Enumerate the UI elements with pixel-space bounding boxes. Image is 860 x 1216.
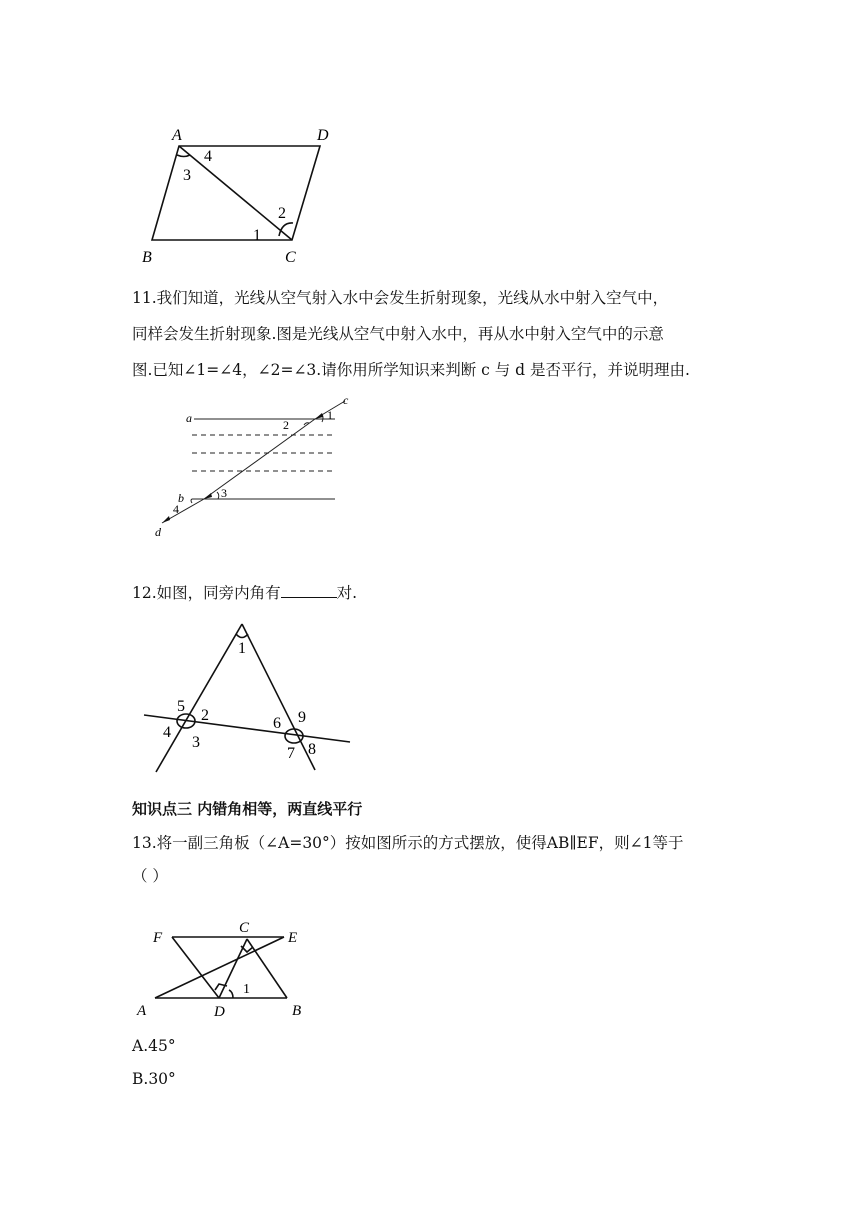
line-d-label: d [155, 525, 161, 539]
angle-3-label: 3 [183, 167, 191, 184]
angle-6-label: 6 [273, 715, 281, 732]
point-d-label: D [214, 1004, 225, 1020]
point-e-label: E [288, 930, 298, 946]
option-b: B.30° [132, 1070, 176, 1088]
angle-2-label: 2 [201, 707, 209, 724]
angle-4-label: 4 [173, 502, 179, 516]
point-d-label: D [317, 127, 329, 144]
point-b-label: B [292, 1003, 302, 1019]
angle-5-label: 5 [177, 698, 185, 715]
point-b-label: B [142, 249, 152, 266]
point-a-label: A [172, 127, 182, 144]
line-b-label: b [178, 491, 184, 505]
figure-parallelogram [132, 118, 357, 268]
q11-line-2: 同样会发生折射现象.图是光线从空气中射入水中，再从水中射入空气中的示意 [132, 325, 664, 343]
answer-blank [281, 583, 337, 598]
section-heading: 知识点三 内错角相等，两直线平行 [132, 800, 363, 818]
angle-1-label: 1 [238, 640, 246, 657]
point-c-label: C [239, 920, 250, 936]
angle-1-label: 1 [327, 408, 333, 422]
angle-7-label: 7 [287, 745, 295, 762]
angle-3-label: 3 [192, 734, 200, 751]
angle-1-label: 1 [243, 982, 250, 997]
line-a-label: a [186, 411, 192, 425]
q13-line-2: （ ） [132, 867, 168, 885]
angle-9-label: 9 [298, 709, 306, 726]
figure-set-squares [132, 912, 327, 1024]
q13-line-1: 13.将一副三角板（∠A=30°）按如图所示的方式摆放，使得AB∥EF，则∠1等于 [132, 834, 684, 852]
option-a: A.45° [132, 1037, 176, 1055]
point-f-label: F [153, 930, 163, 946]
point-a-label: A [137, 1003, 147, 1019]
line-c-label: c [343, 393, 349, 407]
point-c-label: C [285, 249, 296, 266]
q11-line-3: 图.已知∠1=∠4，∠2=∠3.请你用所学知识来判断 c 与 d 是否平行，并说明理由. [132, 361, 690, 379]
q12-suffix: 对. [336, 584, 358, 602]
q12-prefix: 12.如图，同旁内角有 [132, 584, 281, 602]
angle-2-label: 2 [278, 205, 286, 222]
angle-2-label: 2 [283, 418, 289, 432]
angle-8-label: 8 [308, 741, 316, 758]
q12-text [132, 583, 357, 603]
angle-4-label: 4 [163, 724, 171, 741]
figure-refraction [152, 392, 362, 542]
q11-line-1: 11.我们知道，光线从空气射入水中会发生折射现象，光线从水中射入空气中， [132, 289, 669, 307]
angle-4-label: 4 [204, 148, 212, 165]
angle-1-label: 1 [253, 227, 261, 244]
figure-triangle-transversal [132, 612, 362, 777]
angle-3-label: 3 [221, 486, 227, 500]
